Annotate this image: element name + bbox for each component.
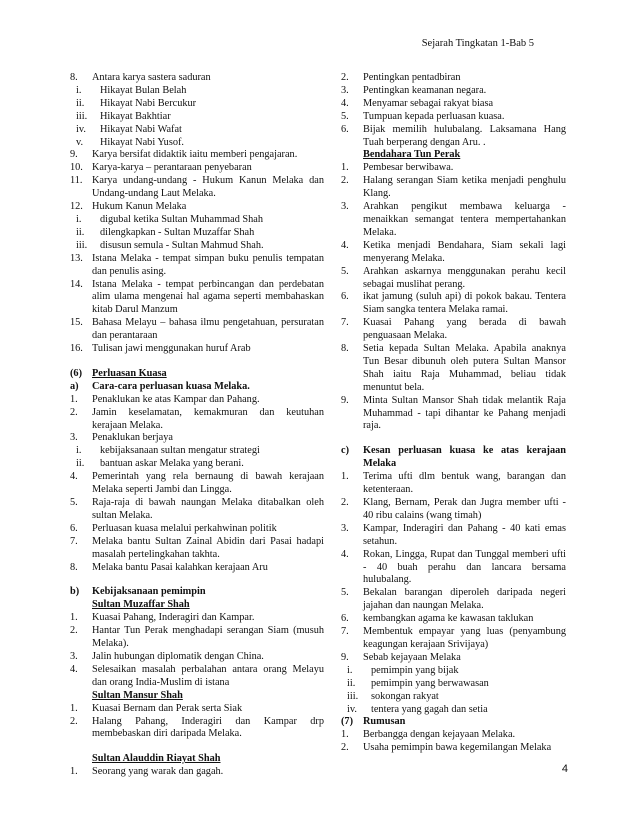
list-item-number: c) [341,445,349,457]
list-item [341,240,566,266]
list-item [70,716,324,742]
list-item-text: Tulisan jawi menggunakan huruf Arab [92,343,251,355]
list-item-number: i. [76,213,82,225]
list-item-text: Kuasai Pahang yang berada di bawah penguasaan Melaka. [363,317,566,342]
list-item [341,549,566,588]
list-item-text: Melaka bantu Sultan Zainal Abidin dari Pasai hadapi masalah pertelingkahan takhta. [92,535,324,560]
list-item-text: Hikayat Nabi Yusof. [100,136,184,148]
list-item [70,137,324,150]
list-item [341,395,566,434]
line-gap [70,356,324,368]
list-item-number: 2. [341,72,349,83]
list-item-text: digubal ketika Sultan Muhammad Shah [100,213,264,225]
list-item-text: Perluasan kuasa melalui perkahwinan politik [92,522,277,534]
list-item [341,704,566,717]
list-item-number: 2. [341,497,349,508]
list-item [70,85,324,98]
list-item-text: Rokan, Lingga, Rupat dan Tunggal memberi ufti - 40 buah perahu dan lancara bersama hulubalang. [363,548,566,586]
list-item-number: 12. [70,201,83,213]
list-item-text: Setia kepada Sultan Melaka. Apabila anaknya Tun Besar dibunuh oleh putera Sultan Mansor Shah iaitu Raja Muhammad, beliau tidak menuntut bela. [363,343,566,393]
list-item-text: Membentuk empayar yang luas (penyambung keagungan kerajaan Srivijaya) [363,626,566,650]
list-item-number: 16. [70,343,83,355]
list-item [70,240,324,253]
list-item-number: 9. [70,149,78,161]
list-item-number: 3. [341,84,349,96]
list-item-number: 5. [70,497,78,508]
list-item-number: 1. [70,393,78,405]
line-gap [70,741,324,753]
list-item [341,729,566,742]
list-item-number: 8. [341,343,349,355]
list-item-text: Kuasai Bernam dan Perak serta Siak [92,702,243,714]
list-item-number [341,149,363,162]
list-item-number: 3. [70,432,78,444]
list-item [70,690,324,703]
list-item [70,562,324,575]
list-item-text: Halang Pahang, Inderagiri dan Kampar drp membebaskan diri daripada Melaka. [92,715,324,740]
list-item-text: Arahkan pengikut membawa keluarga - menaikkan semangat tentera mempertahankan Melaka. [363,201,566,238]
list-item [341,587,566,613]
list-item-number: 3. [341,201,349,213]
list-item-text: Raja-raja di bawah naungan Melaka ditabalkan oleh sultan Melaka. [92,497,324,521]
list-item-number: i. [347,664,353,676]
list-item-number: (6) [70,367,83,379]
list-item-text: Arahkan askarnya menggunakan perahu kecil sebagai muslihat perang. [363,265,566,290]
list-item [70,612,324,625]
list-item-number: 2. [70,715,78,727]
list-item-number: i. [76,84,82,96]
list-item-number: 9. [341,651,349,663]
list-item [341,613,566,626]
list-item [70,586,324,599]
list-item-text: Karya undang-undang - Hukum Kanun Melaka dan Undang-undang Laut Melaka. [92,175,324,200]
list-item-number: ii. [76,226,85,238]
right-column [341,72,566,755]
list-item-number: 13. [70,252,83,264]
list-item-number: 2. [341,742,349,754]
list-item-number: 3. [341,522,349,534]
list-item-number: 4. [341,239,349,251]
list-item [341,149,566,162]
list-item-text: ikat jamung (suluh api) di pokok bakau. Tentera Siam sangka tentera Melaka ramai. [363,291,566,316]
list-item-text: Berbangga dengan kejayaan Melaka. [363,729,516,741]
list-item [70,162,324,175]
list-item [70,753,324,766]
list-item-text: Sultan Alauddin Riayat Shah [92,753,221,765]
list-item [70,625,324,651]
list-item-number: 1. [341,729,349,741]
list-item [70,381,324,394]
list-item-text: Jamin keselamatan, kemakmuran dan keutuhan kerajaan Melaka. [92,406,324,431]
page-number: 4 [561,763,568,775]
list-item-number: ii. [76,97,85,109]
list-item-number: 1. [70,702,78,714]
list-item [70,703,324,716]
list-item [341,266,566,292]
list-item-text: Terima ufti dlm bentuk wang, barangan dan ketenteraan. [363,471,566,496]
list-item [341,471,566,497]
list-item [341,497,566,523]
list-item-text: Kesan perluasan kuasa ke atas kerajaan Melaka [363,445,566,470]
list-item-text: Hikayat Nabi Bercukur [100,97,197,109]
list-item-number: 15. [70,317,83,329]
list-item [341,291,566,317]
list-item [341,111,566,124]
list-item [341,317,566,343]
list-item-number: 9. [341,394,349,406]
list-item-text: Hantar Tun Perak menghadapi serangan Siam (musuh Melaka). [92,625,324,650]
list-item [70,536,324,562]
list-item-text: Bendahara Tun Perak [363,149,461,161]
list-item-number [70,599,92,612]
list-item-number: 7. [341,626,349,638]
list-item-text: Kampar, Inderagiri dan Pahang - 40 kati emas setahun. [363,522,566,547]
list-item-text: Pembesar berwibawa. [363,162,454,174]
list-item [341,201,566,240]
list-item-text: tentera yang gagah dan setia [371,703,488,715]
list-item-text: Karya-karya – perantaraan penyebaran [92,162,252,174]
list-item-text: Pentingkan keamanan negara. [363,84,487,96]
list-item-number: 4. [341,548,349,560]
list-item-number: i. [76,445,82,457]
list-item-number: b) [70,586,80,598]
list-item-text: kebijaksanaan sultan mengatur strategi [100,445,260,457]
list-item-text: Sultan Mansur Shah [92,689,183,701]
list-item-text: Karya bersifat didaktik iaitu memberi pengajaran. [92,149,298,161]
list-item [70,407,324,433]
list-item-text: bantuan askar Melaka yang berani. [100,458,244,470]
list-item-number: 6. [341,291,349,303]
list-item-text: Usaha pemimpin bawa kegemilangan Melaka [363,742,552,754]
list-item [70,72,324,85]
list-item-text: Pemerintah yang rela bernaung di bawah kerajaan Melaka seperti Jambi dan Lingga. [92,471,324,496]
list-item [70,368,324,381]
list-item-number: 1. [341,162,349,174]
list-item-text: Hukum Kanun Melaka [92,201,187,213]
list-item-text: Perluasan Kuasa [92,367,167,379]
list-item-number: ii. [347,677,356,689]
list-item-number: 11. [70,175,83,187]
list-item-number: iii. [76,239,88,251]
list-item [341,85,566,98]
list-item-text: Istana Melaka - tempat perbincangan dan perdebatan alim ulama mengenai hal agama seperti membahaskan kitab Darul Manzum [92,278,324,316]
list-item-text: kembangkan agama ke kawasan taklukan [363,613,534,625]
list-item-number: 2. [70,625,78,637]
list-item-text: Klang, Bernam, Perak dan Jugra member ufti - 40 ribu calains (wang timah) [363,497,566,521]
list-item-number: 4. [341,97,349,109]
list-item [341,678,566,691]
list-item-number: 2. [70,406,78,418]
list-item-text: Sultan Muzaffar Shah [92,599,190,611]
list-item [70,394,324,407]
list-item-text: Istana Melaka - tempat simpan buku penulis tempatan dan penulis asing. [92,252,324,277]
list-item [70,664,324,690]
list-item-number: 6. [341,613,349,625]
list-item-number: iii. [76,110,88,122]
list-item-number: 2. [341,175,349,187]
list-item [70,214,324,227]
list-item [341,626,566,652]
list-item [70,766,324,779]
list-item [70,432,324,445]
page-header: Sejarah Tingkatan 1-Bab 5 [421,38,534,49]
list-item-text: Menyamar sebagai rakyat biasa [363,97,494,109]
list-item-text: Hikayat Bulan Belah [100,84,187,96]
list-item [70,471,324,497]
list-item-number: 6. [341,123,349,135]
list-item-text: Antara karya sastera saduran [92,72,211,83]
list-item-text: Jalin hubungan diplomatik dengan China. [92,650,264,662]
list-item-number: 10. [70,162,83,174]
list-item [70,111,324,124]
list-item-number: v. [76,136,84,148]
list-item-text: Bahasa Melayu – bahasa ilmu pengetahuan, persuratan dan perantaraan [92,317,324,342]
list-item-text: Kuasai Pahang, Inderagiri dan Kampar. [92,612,255,624]
list-item-text: Kebijaksanaan pemimpin [92,586,206,598]
list-item [341,523,566,549]
list-item [70,599,324,612]
list-item [341,652,566,665]
list-item-text: Melaka bantu Pasai kalahkan kerajaan Aru [92,561,268,573]
list-item [341,124,566,150]
list-item-number: a) [70,380,79,392]
list-item [70,279,324,318]
list-item-number: 1. [70,612,78,624]
list-item-number: iv. [347,703,357,715]
list-item-number: 5. [341,265,349,277]
left-column [70,72,324,779]
list-item-text: dilengkapkan - Sultan Muzaffar Shah [100,226,255,238]
list-item-number: 8. [70,72,78,83]
list-item [70,124,324,137]
list-item [341,716,566,729]
list-item [341,98,566,111]
list-item [70,343,324,356]
list-item [70,201,324,214]
list-item [70,98,324,111]
list-item-text: Halang serangan Siam ketika menjadi penghulu Klang. [363,175,566,200]
list-item-number: 1. [70,766,78,778]
list-item-text: disusun semula - Sultan Mahmud Shah. [100,239,264,251]
list-item-text: Bekalan barangan diperoleh daripada negeri jajahan dan naungan Melaka. [363,587,566,612]
list-item-text: Tumpuan kepada perluasan kuasa. [363,110,505,122]
list-item-text: Seorang yang warak dan gagah. [92,766,224,778]
list-item-text: Ketika menjadi Bendahara, Siam sekali lagi menyerang Melaka. [363,239,566,264]
list-item-text: Penaklukan ke atas Kampar dan Pahang. [92,393,260,405]
list-item-number: 8. [70,561,78,573]
list-item-number: iv. [76,123,86,135]
list-item [70,227,324,240]
list-item [341,162,566,175]
list-item [70,651,324,664]
list-item-text: Penaklukan berjaya [92,432,173,444]
list-item-text: Selesaikan masalah perbalahan antara orang Melayu dan orang India-Muslim di istana [92,663,324,688]
list-item-text: pemimpin yang bijak [371,664,459,676]
list-item [70,445,324,458]
list-item-text: Hikayat Bakhtiar [100,110,171,122]
list-item-number: 5. [341,587,349,599]
line-gap [341,433,566,445]
list-item [70,458,324,471]
list-item-number [70,753,92,766]
list-item-number [70,690,92,703]
list-item-number: 7. [70,535,78,547]
list-item-number: (7) [341,716,354,728]
list-item-text: Bijak memilih hulubalang. Laksamana Hang Tuah berperang dengan Aru. . [363,123,566,148]
list-item-text: Pentingkan pentadbiran [363,72,461,83]
list-item [341,691,566,704]
list-item-text: Sebab kejayaan Melaka [363,651,461,663]
list-item [70,523,324,536]
list-item-number: 5. [341,110,349,122]
list-item-text: Minta Sultan Mansor Shah tidak melantik Raja Muhammad - tapi dihantar ke Pahang menjadi raja. [363,394,566,432]
list-item [341,742,566,755]
line-gap [70,574,324,586]
list-item-number: 14. [70,278,83,290]
list-item-text: Hikayat Nabi Wafat [100,123,182,135]
list-item [70,317,324,343]
list-item [341,72,566,85]
list-item-text: Rumusan [363,716,406,728]
list-item-text: Cara-cara perluasan kuasa Melaka. [92,380,250,392]
list-item-number: iii. [347,690,359,702]
list-item-text: sokongan rakyat [371,690,439,702]
list-item-number: 4. [70,471,78,483]
list-item-number: 3. [70,650,78,662]
list-item [70,253,324,279]
list-item [341,665,566,678]
list-item-number: 4. [70,663,78,675]
list-item-text: pemimpin yang berwawasan [371,677,489,689]
list-item [70,149,324,162]
list-item [341,445,566,471]
list-item [341,175,566,201]
list-item-number: 7. [341,317,349,329]
list-item-number: ii. [76,458,85,470]
list-item [70,175,324,201]
list-item [341,343,566,395]
list-item [70,497,324,523]
list-item-number: 1. [341,471,349,483]
list-item-number: 6. [70,522,78,534]
